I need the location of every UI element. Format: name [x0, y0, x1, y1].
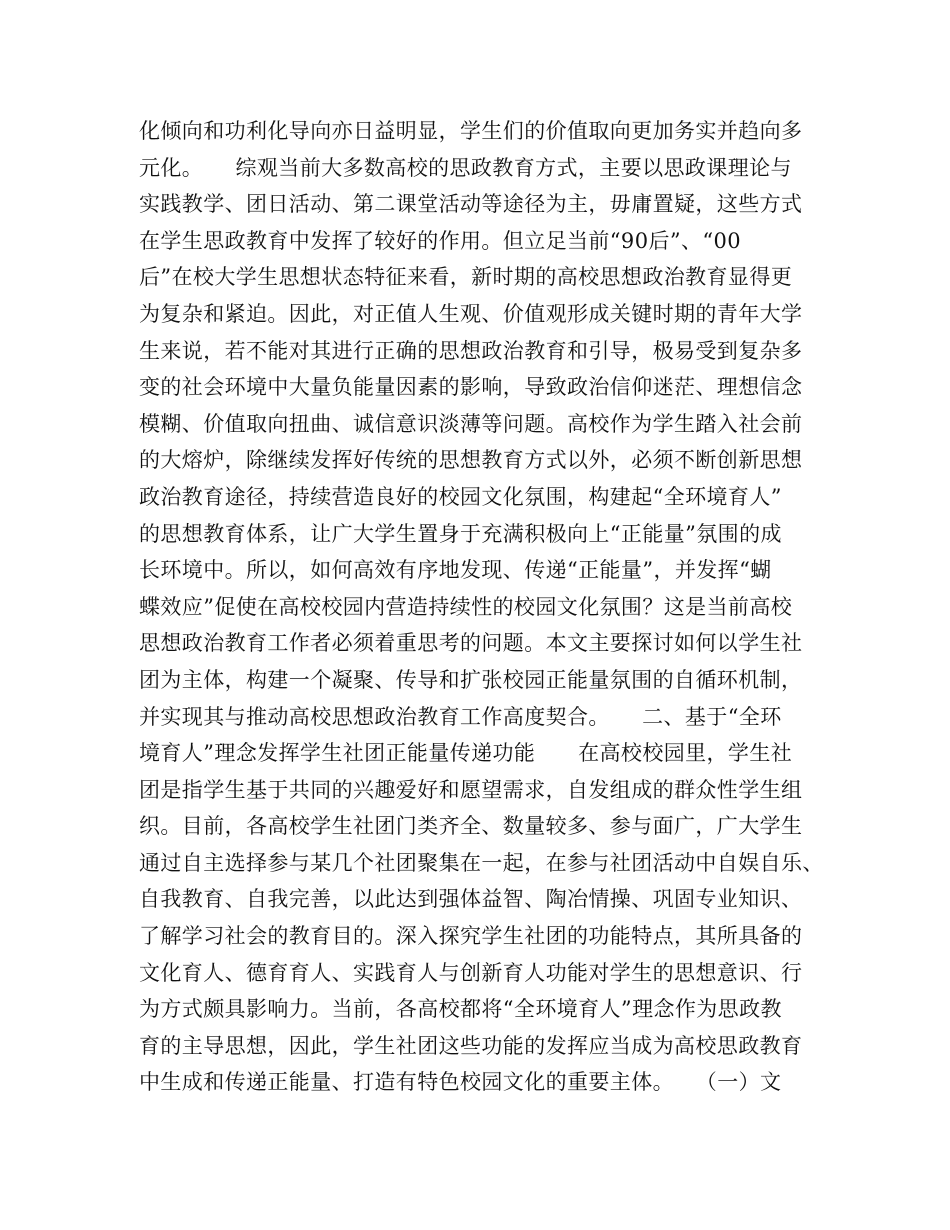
text-line: 文化育人、德育育人、实践育人与创新育人功能对学生的思想意识、行 [139, 960, 803, 985]
text-line: 政治教育途径，持续营造良好的校园文化氛围，构建起“全环境育人” [139, 484, 782, 509]
body-text [139, 113, 829, 1101]
text-line: 模糊、价值取向扭曲、诚信意识淡薄等问题。高校作为学生踏入社会前 [139, 411, 803, 436]
text-line: 化倾向和功利化导向亦日益明显，学生们的价值取向更加务实并趋向多 [139, 119, 803, 143]
text-line: 团为主体，构建一个凝聚、传导和扩张校园正能量氛围的自循环机制， [139, 667, 803, 692]
text-line: 在学生思政教育中发挥了较好的作用。但立足当前“90后”、“00 [139, 228, 742, 253]
text-line: 育的主导思想，因此，学生社团这些功能的发挥应当成为高校思政教育 [139, 1033, 803, 1058]
text-line: 境育人”理念发挥学生社团正能量传递功能 在高校校园里，学生社 [139, 741, 793, 766]
text-line: 为方式颇具影响力。当前，各高校都将“全环境育人”理念作为思政教 [139, 997, 782, 1022]
text-line: 通过自主选择参与某几个社团聚集在一起，在参与社团活动中自娱自乐、 [139, 850, 824, 875]
text-line: 思想政治教育工作者必须着重思考的问题。本文主要探讨如何以学生社 [139, 631, 803, 656]
text-line: 的大熔炉，除继续发挥好传统的思想教育方式以外，必须不断创新思想 [139, 448, 803, 473]
text-line: 生来说，若不能对其进行正确的思想政治教育和引导，极易受到复杂多 [139, 338, 803, 363]
text-line: 长环境中。所以，如何高效有序地发现、传递“正能量”，并发挥“蝴 [139, 558, 772, 583]
text-line: 蝶效应”促使在高校校园内营造持续性的校园文化氛围？这是当前高校 [139, 594, 793, 619]
text-line: 并实现其与推动高校思想政治教育工作高度契合。 二、基于“全环 [139, 704, 782, 729]
text-line: 后”在校大学生思想状态特征来看，新时期的高校思想政治教育显得更 [139, 265, 793, 290]
text-line: 团是指学生基于共同的兴趣爱好和愿望需求，自发组成的群众性学生组 [139, 777, 803, 802]
text-line: 了解学习社会的教育目的。深入探究学生社团的功能特点，其所具备的 [139, 924, 803, 949]
text-line: 织。目前，各高校学生社团门类齐全、数量较多、参与面广，广大学生 [139, 814, 803, 839]
text-line: 中生成和传递正能量、打造有特色校园文化的重要主体。 （一）文 [139, 1070, 782, 1095]
text-line: 元化。 综观当前大多数高校的思政教育方式，主要以思政课理论与 [139, 155, 792, 180]
text-line: 自我教育、自我完善，以此达到强体益智、陶冶情操、巩固专业知识、 [139, 887, 803, 912]
text-line: 的思想教育体系，让广大学生置身于充满积极向上“正能量”氛围的成 [139, 521, 782, 546]
text-line: 变的社会环境中大量负能量因素的影响，导致政治信仰迷茫、理想信念 [139, 375, 803, 400]
text-line: 实践教学、团日活动、第二课堂活动等途径为主，毋庸置疑，这些方式 [139, 192, 803, 217]
text-line: 为复杂和紧迫。因此，对正值人生观、价值观形成关键时期的青年大学 [139, 301, 803, 326]
